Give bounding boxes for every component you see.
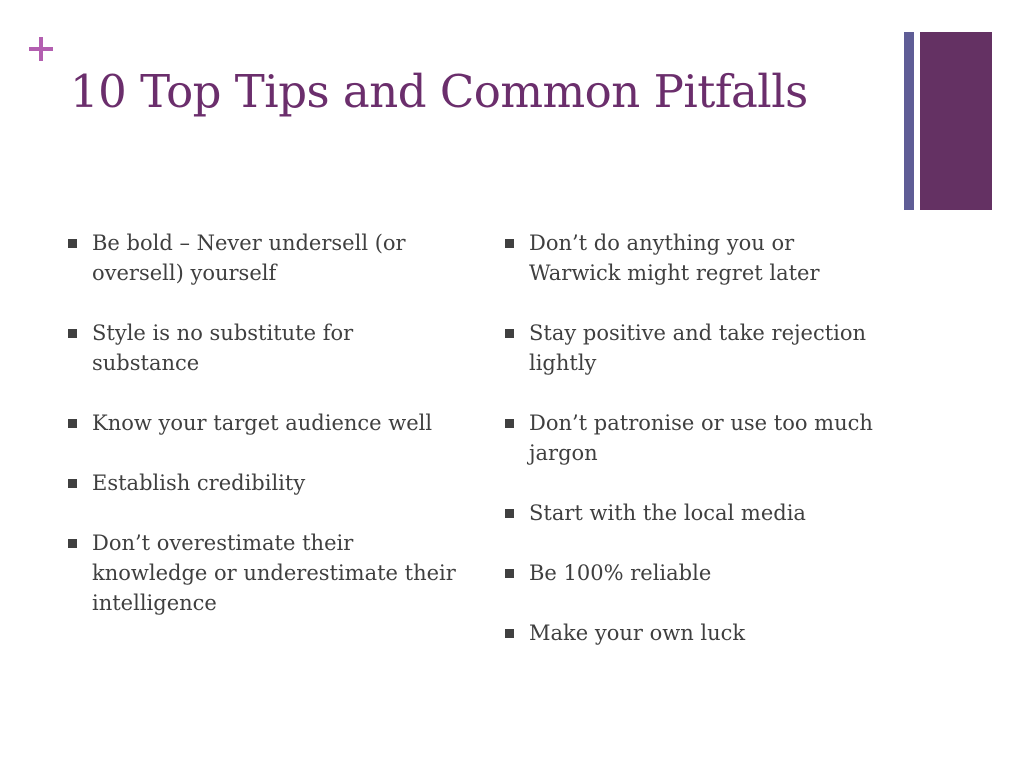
tip-text: Make your own luck <box>529 621 746 645</box>
bullet-square-icon <box>505 329 514 338</box>
tip-text: Be bold – Never undersell (or oversell) yourself <box>92 231 406 285</box>
list-item <box>68 318 458 378</box>
bullet-square-icon <box>505 569 514 578</box>
list-item <box>505 558 875 588</box>
tips-list-left <box>68 228 458 648</box>
tip-text: Don’t patronise or use too much jargon <box>529 411 873 465</box>
bullet-square-icon <box>68 239 77 248</box>
slide-title: 10 Top Tips and Common Pitfalls <box>70 65 808 118</box>
decorative-bar-thick <box>920 32 992 210</box>
decorative-bar-thin <box>904 32 914 210</box>
tip-text: Establish credibility <box>92 471 306 495</box>
tip-text: Start with the local media <box>529 501 806 525</box>
list-item <box>68 408 458 438</box>
bullet-square-icon <box>505 419 514 428</box>
bullet-square-icon <box>505 629 514 638</box>
tip-text: Know your target audience well <box>92 411 433 435</box>
bullet-square-icon <box>68 479 77 488</box>
list-item <box>68 528 458 618</box>
list-item <box>68 468 458 498</box>
list-item <box>505 618 875 648</box>
tip-text: Don’t do anything you or Warwick might regret later <box>529 231 820 285</box>
bullet-square-icon <box>505 509 514 518</box>
tips-list-right <box>505 228 875 678</box>
plus-icon <box>28 36 54 62</box>
tip-text: Be 100% reliable <box>529 561 712 585</box>
list-item <box>505 498 875 528</box>
bullet-square-icon <box>68 329 77 338</box>
tip-text: Style is no substitute for substance <box>92 321 354 375</box>
list-item <box>505 318 875 378</box>
tip-text: Stay positive and take rejection lightly <box>529 321 867 375</box>
list-item <box>505 408 875 468</box>
list-item <box>505 228 875 288</box>
list-item <box>68 228 458 288</box>
bullet-square-icon <box>505 239 514 248</box>
tip-text: Don’t overestimate their knowledge or underestimate their intelligence <box>92 531 456 615</box>
bullet-square-icon <box>68 539 77 548</box>
bullet-square-icon <box>68 419 77 428</box>
